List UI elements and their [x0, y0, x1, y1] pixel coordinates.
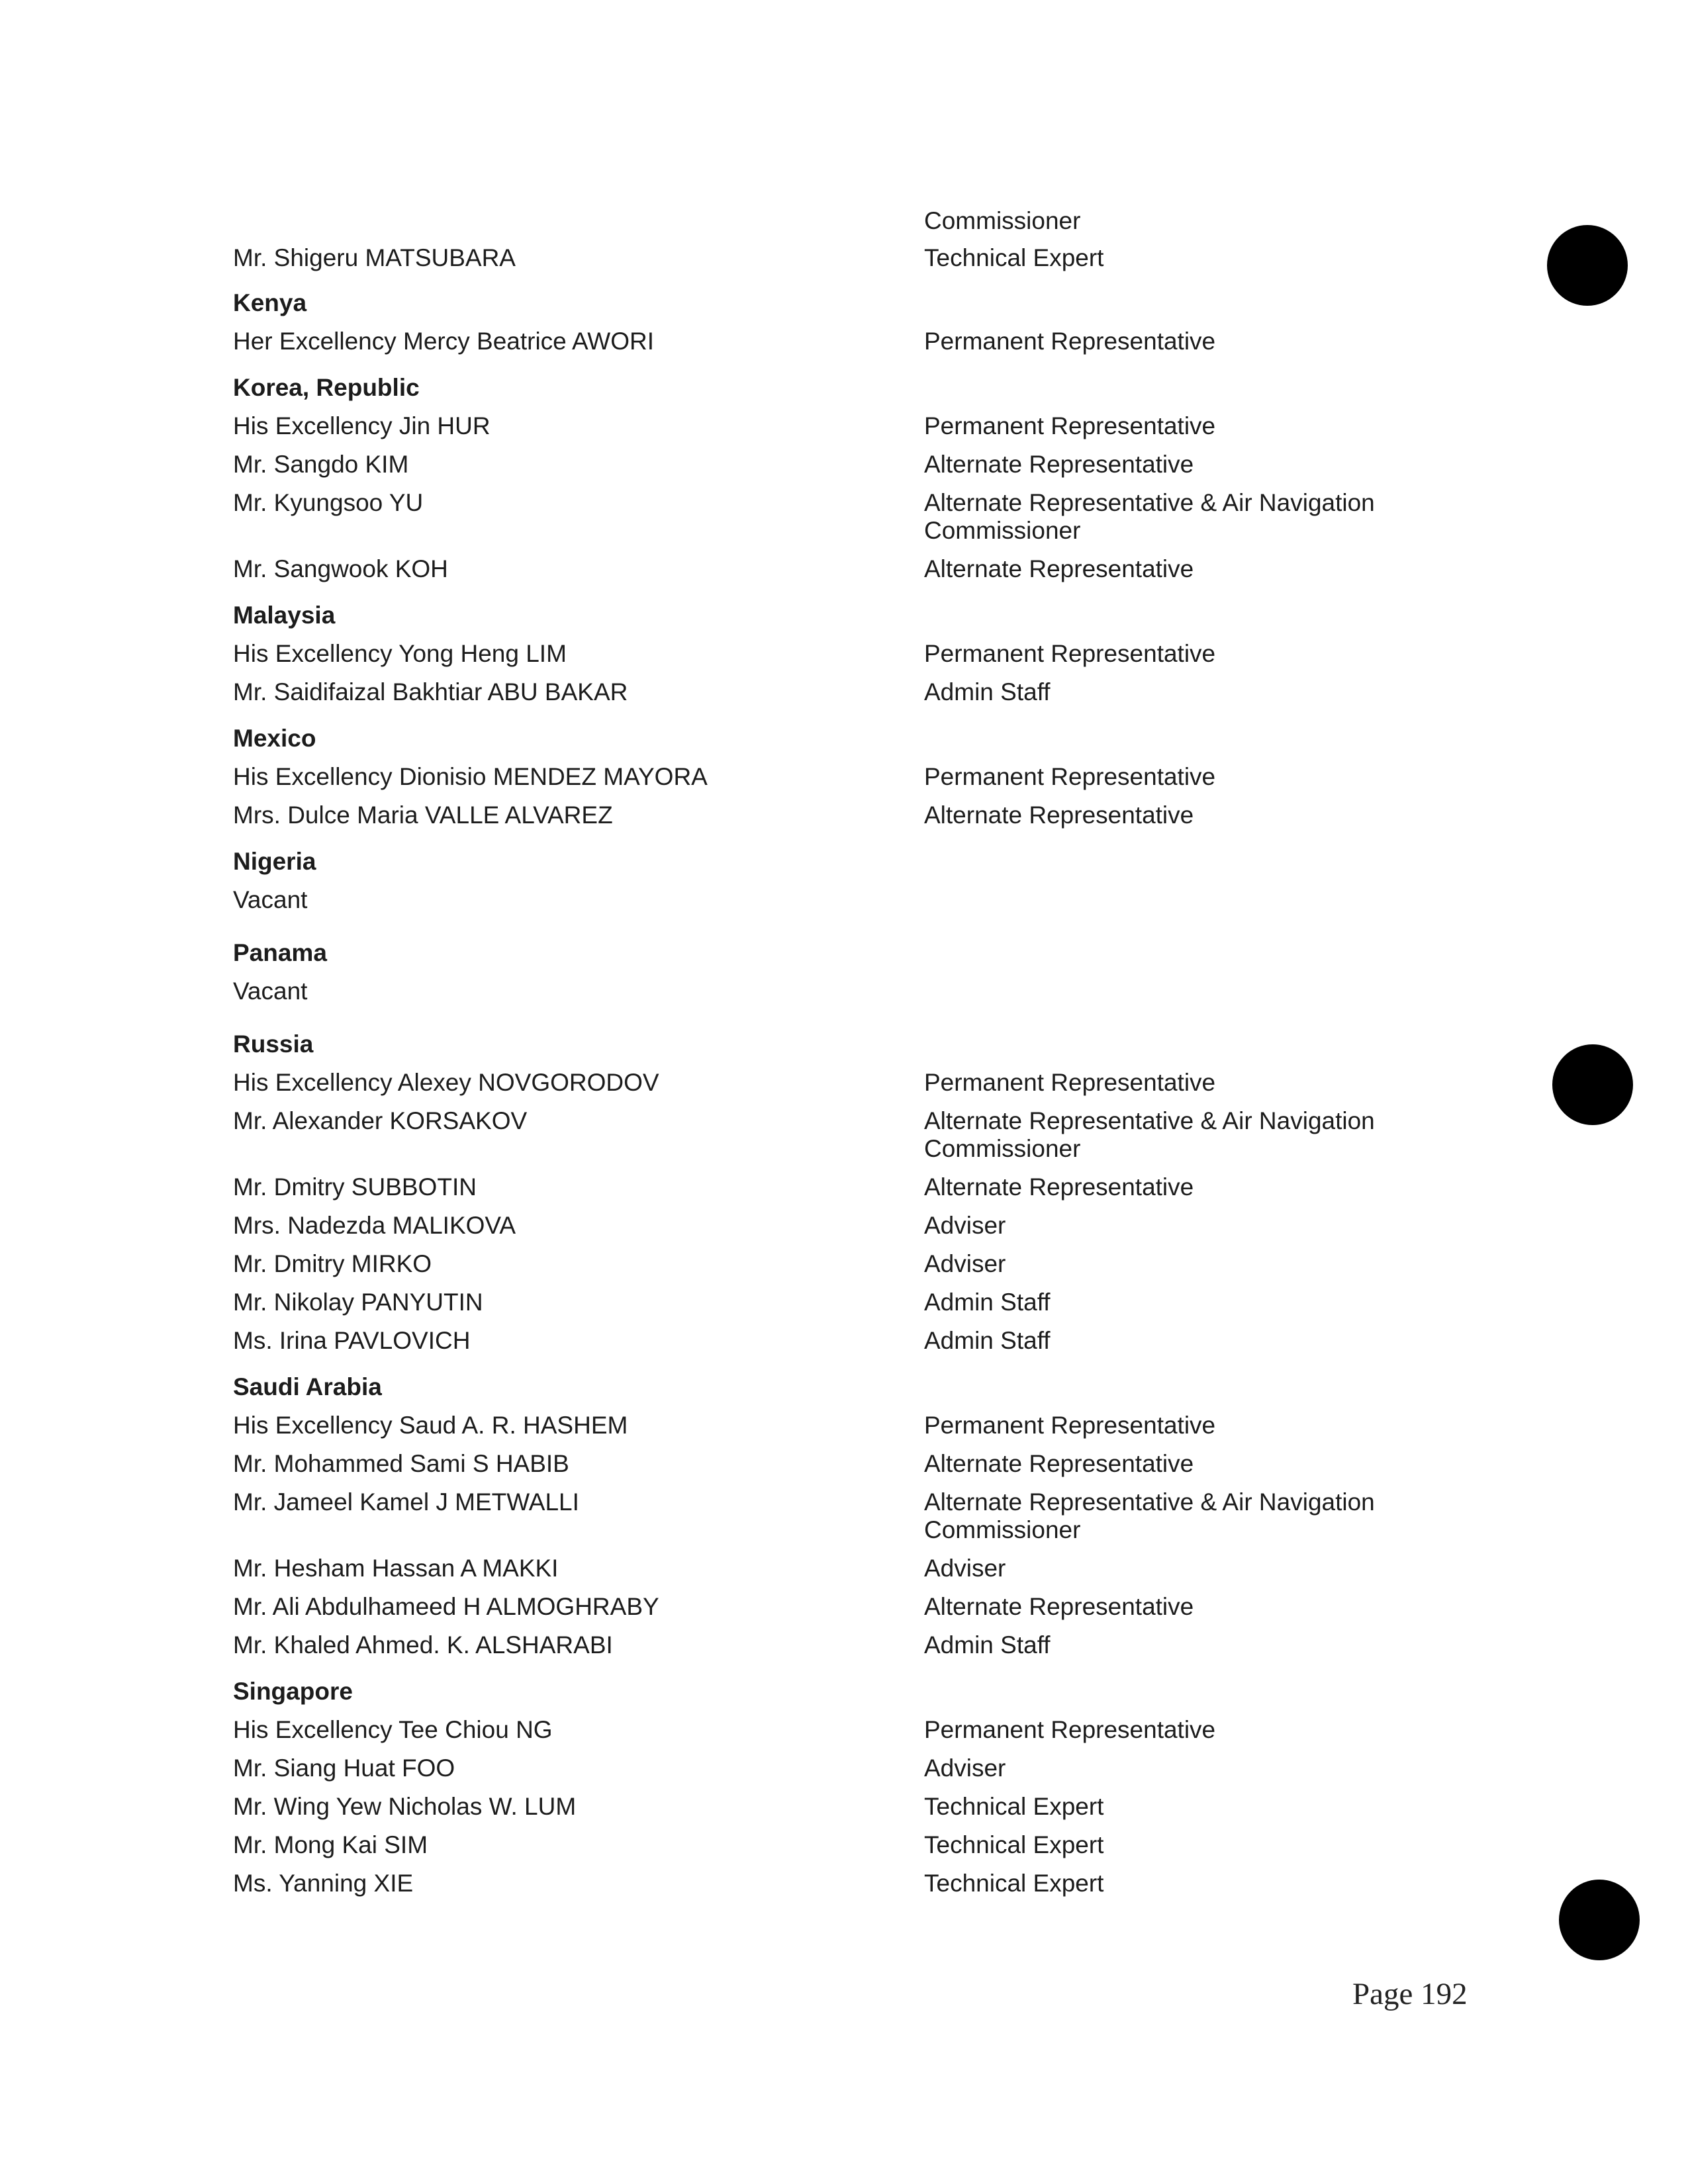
country-header: [0, 724, 1688, 762]
member-name: His Excellency Jin HUR: [233, 412, 491, 439]
country-header: [0, 938, 1688, 977]
member-role: Alternate Representative & Air Navigation: [924, 1107, 1375, 1134]
country-header: [0, 289, 1688, 327]
country-name: Kenya: [233, 289, 307, 316]
member-row: [0, 1715, 1688, 1754]
member-role: Technical Expert: [924, 1831, 1104, 1858]
member-row: [0, 801, 1688, 839]
member-name: Mr. Dmitry SUBBOTIN: [233, 1173, 477, 1201]
country-name: Panama: [233, 939, 327, 966]
member-role: Permanent Representative: [924, 1069, 1216, 1096]
member-role: Adviser: [924, 1754, 1006, 1782]
member-role: Adviser: [924, 1555, 1006, 1582]
member-role: Alternate Representative: [924, 1593, 1194, 1620]
member-name: Vacant: [233, 886, 308, 913]
member-name: Mr. Wing Yew Nicholas W. LUM: [233, 1793, 577, 1820]
member-name: His Excellency Dionisio MENDEZ MAYORA: [233, 763, 708, 790]
member-name: Mr. Sangdo KIM: [233, 451, 409, 478]
member-name: Mrs. Nadezda MALIKOVA: [233, 1212, 516, 1239]
member-role: Technical Expert: [924, 1793, 1104, 1820]
country-name: Nigeria: [233, 848, 316, 875]
member-row: [0, 1592, 1688, 1631]
member-role: Admin Staff: [924, 678, 1051, 705]
country-header: [0, 1373, 1688, 1411]
member-role: Alternate Representative: [924, 1173, 1194, 1201]
member-row: [0, 1068, 1688, 1107]
member-row: [0, 244, 1688, 282]
country-header: [0, 1677, 1688, 1715]
member-name: Mr. Saidifaizal Bakhtiar ABU BAKAR: [233, 678, 628, 705]
member-row: [0, 327, 1688, 365]
member-name: His Excellency Tee Chiou NG: [233, 1716, 553, 1743]
member-row: [0, 1107, 1688, 1162]
member-row: [0, 1792, 1688, 1831]
member-role: Alternate Representative & Air Navigation: [924, 489, 1375, 516]
member-row: [0, 555, 1688, 593]
country-name: Korea, Republic: [233, 374, 420, 401]
member-name: Mr. Mohammed Sami S HABIB: [233, 1450, 569, 1477]
member-name: Mr. Hesham Hassan A MAKKI: [233, 1555, 559, 1582]
country-name: Saudi Arabia: [233, 1373, 382, 1400]
page-number: Page 192: [1352, 1977, 1468, 2011]
member-role: Permanent Representative: [924, 1412, 1216, 1439]
country-name: Mexico: [233, 725, 316, 752]
member-row: [0, 1411, 1688, 1449]
member-role: Alternate Representative: [924, 555, 1194, 582]
country-header: [0, 847, 1688, 886]
member-row: [0, 1488, 1688, 1543]
member-name: Mr. Alexander KORSAKOV: [233, 1107, 528, 1134]
member-row: [0, 1326, 1688, 1365]
member-role: Alternate Representative: [924, 451, 1194, 478]
member-role: Alternate Representative & Air Navigation: [924, 1488, 1375, 1516]
member-role: Permanent Representative: [924, 1716, 1216, 1743]
member-role: Technical Expert: [924, 244, 1104, 271]
member-name: Vacant: [233, 978, 308, 1005]
member-row: [0, 678, 1688, 716]
member-row: [0, 977, 1688, 1015]
member-name: Ms. Irina PAVLOVICH: [233, 1327, 471, 1354]
member-row: [0, 1288, 1688, 1326]
member-role-continued: Commissioner: [924, 517, 1081, 544]
member-row: [0, 1250, 1688, 1288]
member-name: Mr. Shigeru MATSUBARA: [233, 244, 516, 271]
country-name: Russia: [233, 1030, 314, 1058]
member-role: Adviser: [924, 1212, 1006, 1239]
country-header: [0, 601, 1688, 639]
member-role: Admin Staff: [924, 1289, 1051, 1316]
member-role: Permanent Representative: [924, 328, 1216, 355]
member-row: [0, 886, 1688, 924]
member-name: Mr. Khaled Ahmed. K. ALSHARABI: [233, 1631, 613, 1659]
member-name: Her Excellency Mercy Beatrice AWORI: [233, 328, 655, 355]
member-role: Permanent Representative: [924, 640, 1216, 667]
member-row: [0, 1554, 1688, 1592]
member-row: [0, 1449, 1688, 1488]
continued-role-line: Commissioner: [924, 207, 1081, 234]
member-role-continued: Commissioner: [924, 1135, 1081, 1162]
member-row: [0, 1211, 1688, 1250]
member-role: Technical Expert: [924, 1870, 1104, 1897]
member-name: His Excellency Yong Heng LIM: [233, 640, 567, 667]
member-name: Mr. Kyungsoo YU: [233, 489, 424, 516]
member-row: [0, 762, 1688, 801]
member-name: His Excellency Saud A. R. HASHEM: [233, 1412, 628, 1439]
member-name: Mr. Nikolay PANYUTIN: [233, 1289, 483, 1316]
member-role: Alternate Representative: [924, 801, 1194, 829]
member-name: Mr. Mong Kai SIM: [233, 1831, 428, 1858]
member-name: Mr. Jameel Kamel J METWALLI: [233, 1488, 579, 1516]
member-role: Permanent Representative: [924, 412, 1216, 439]
country-name: Singapore: [233, 1678, 353, 1705]
member-row: [0, 412, 1688, 450]
member-role: Alternate Representative: [924, 1450, 1194, 1477]
member-role: Admin Staff: [924, 1327, 1051, 1354]
member-name: Mr. Sangwook KOH: [233, 555, 448, 582]
member-row: [0, 450, 1688, 488]
country-name: Malaysia: [233, 602, 336, 629]
member-role-continued: Commissioner: [924, 1516, 1081, 1543]
member-role: Permanent Representative: [924, 763, 1216, 790]
member-name: Mr. Siang Huat FOO: [233, 1754, 455, 1782]
member-row: [0, 1831, 1688, 1869]
country-header: [0, 1030, 1688, 1068]
member-row: [0, 488, 1688, 544]
member-row: [0, 1754, 1688, 1792]
member-name: Mrs. Dulce Maria VALLE ALVAREZ: [233, 801, 613, 829]
member-name: Mr. Dmitry MIRKO: [233, 1250, 432, 1277]
member-row: [0, 1173, 1688, 1211]
member-row: [0, 1631, 1688, 1669]
member-name: His Excellency Alexey NOVGORODOV: [233, 1069, 659, 1096]
member-row: [0, 639, 1688, 678]
member-role: Adviser: [924, 1250, 1006, 1277]
member-row: [0, 1869, 1688, 1907]
member-name: Mr. Ali Abdulhameed H ALMOGHRABY: [233, 1593, 659, 1620]
country-header: [0, 373, 1688, 412]
member-role: Admin Staff: [924, 1631, 1051, 1659]
member-name: Ms. Yanning XIE: [233, 1870, 414, 1897]
